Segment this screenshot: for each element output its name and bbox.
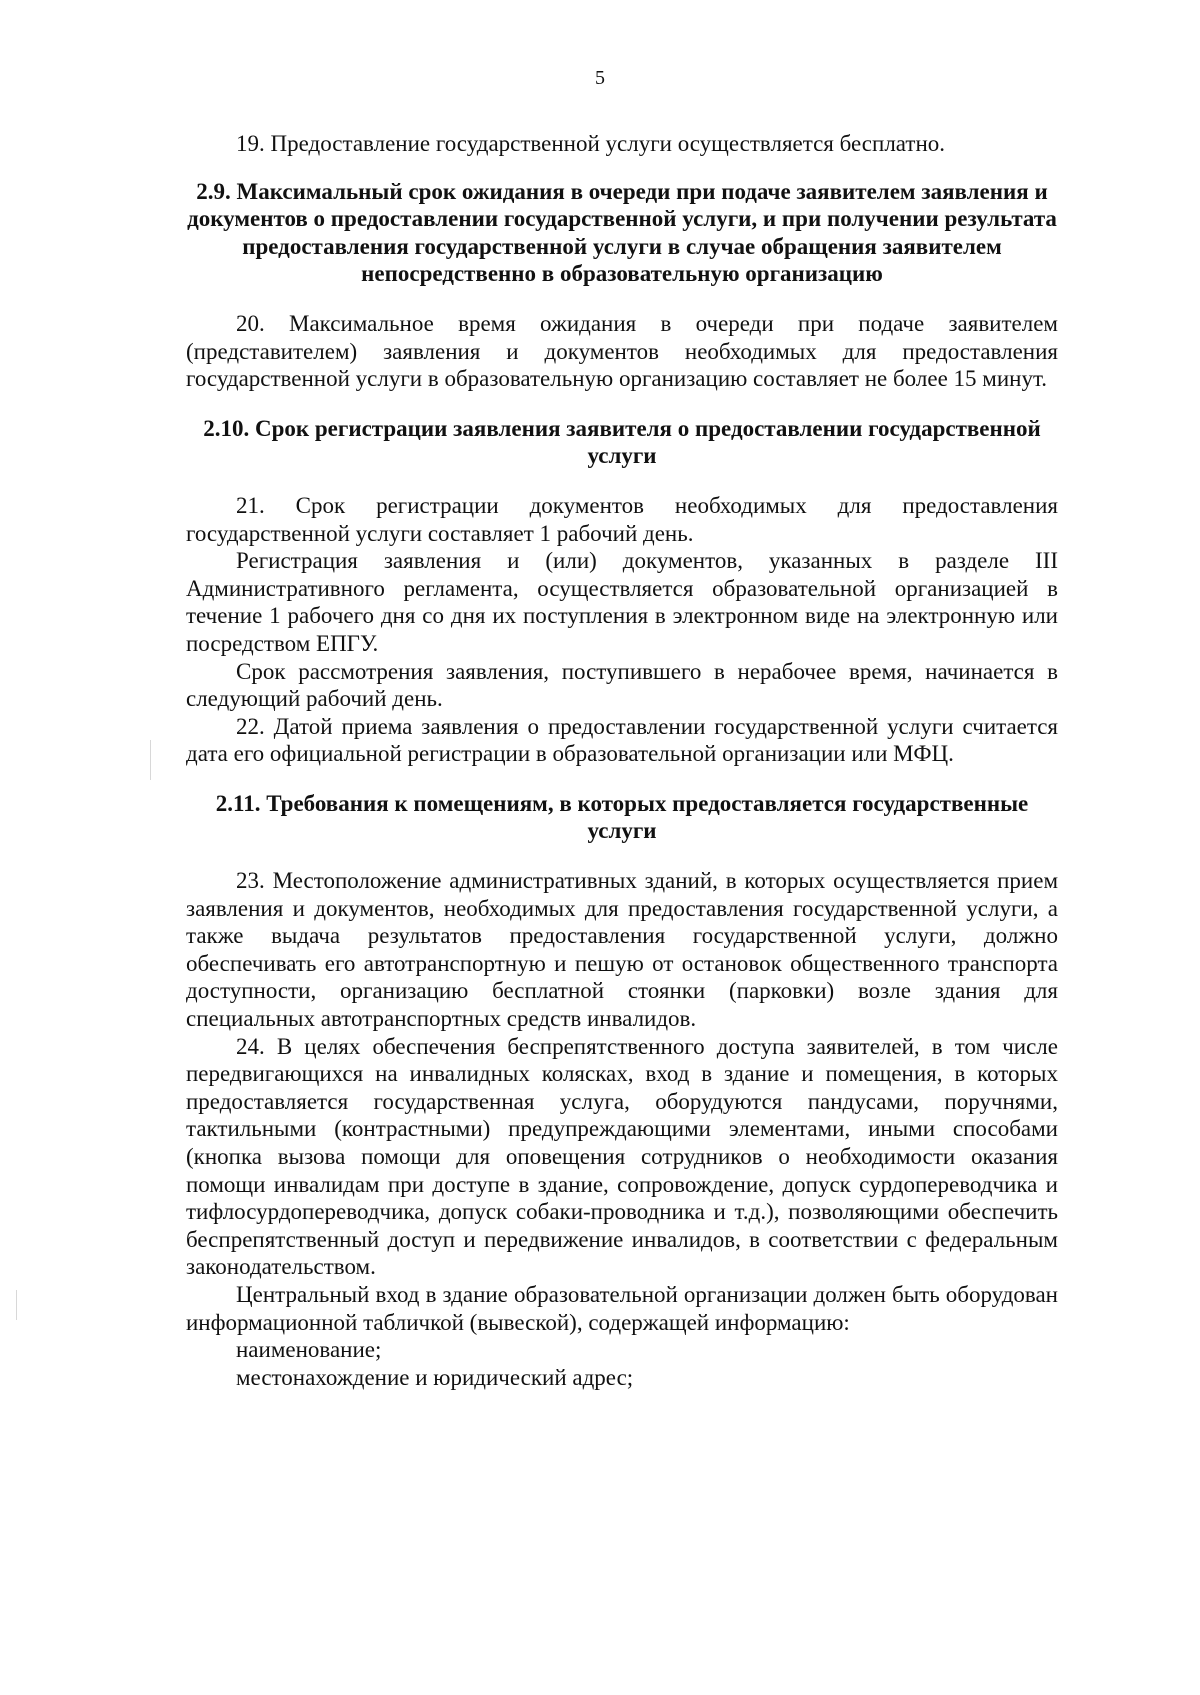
paragraph-21-review-term: Срок рассмотрения заявления, поступившего в нерабочее время, начинается в следующий рабочий день.: [186, 658, 1058, 712]
page-content: [186, 130, 1058, 1391]
paragraph-22: 22. Датой приема заявления о предоставлении государственной услуги считается дата его официальной регистрации в образовательной организации или МФЦ.: [186, 713, 1058, 767]
paragraph-24: 24. В целях обеспечения беспрепятственного доступа заявителей, в том числе передвигающихся на инвалидных колясках, вход в здание и помещения, в которых предоставляется государственная услуга, оборудуются пандусами, поручнями, тактильными (контрастными) предупреждающими элементами, иными способами (кнопка вызова помощи для оповещения сотрудников о необходимости оказания помощи инвалидам при доступе в здание, сопровождение, допуск сурдопереводчика и тифлосурдопереводчика, допуск собаки-проводника и т.д.), позволяющими обеспечить беспрепятственный доступ и передвижение инвалидов, в соответствии с федеральным законодательством.: [186, 1033, 1058, 1280]
paragraph-19: 19. Предоставление государственной услуги осуществляется бесплатно.: [236, 131, 946, 156]
paragraph-20: 20. Максимальное время ожидания в очереди при подаче заявителем (представителем) заявления и документов необходимых для предоставления государственной услуги в образовательную организацию составляет не более 15 минут.: [186, 310, 1058, 392]
paragraph-24-entrance-sign: Центральный вход в здание образовательной организации должен быть оборудован информационной табличкой (вывеской), содержащей информацию:: [186, 1281, 1058, 1335]
section-heading-2-11: 2.11. Требования к помещениям, в которых предоставляется государственные услуги: [215, 790, 1029, 844]
paragraph-23: 23. Местоположение административных зданий, в которых осуществляется прием заявления и документов, необходимых для предоставления государственной услуги, а также выдача результатов предоставления государственной услуги, должно обеспечивать его автотранспортную и пешую от остановок общественного транспорта доступности, организацию бесплатной стоянки (парковки) возле здания для специальных автотранспортных средств инвалидов.: [186, 868, 1058, 1032]
list-item-address: местонахождение и юридический адрес;: [236, 1364, 634, 1390]
scan-artifact-line: [150, 740, 151, 780]
page-number: 5: [595, 67, 605, 89]
section-heading-2-10: 2.10. Срок регистрации заявления заявителя о предоставлении государственной услуги: [203, 415, 1041, 469]
paragraph-21: 21. Срок регистрации документов необходимых для предоставления государственной услуги составляет 1 рабочий день.: [186, 492, 1058, 546]
scan-artifact-line: [16, 1290, 17, 1320]
list-item-name: наименование;: [236, 1337, 382, 1363]
paragraph-21-registration: Регистрация заявления и (или) документов, указанных в разделе III Административного регламента, осуществляется образовательной организацией в течение 1 рабочего дня со дня их поступления в электронном виде на электронную или посредством ЕПГУ.: [186, 548, 1058, 656]
section-heading-2-9: 2.9. Максимальный срок ожидания в очереди при подаче заявителем заявления и документов о предоставлении государственной услуги, и при получении результата предоставления государственной услуги в случае обращения заявителем непосредственно в образовательную организацию: [187, 178, 1057, 287]
